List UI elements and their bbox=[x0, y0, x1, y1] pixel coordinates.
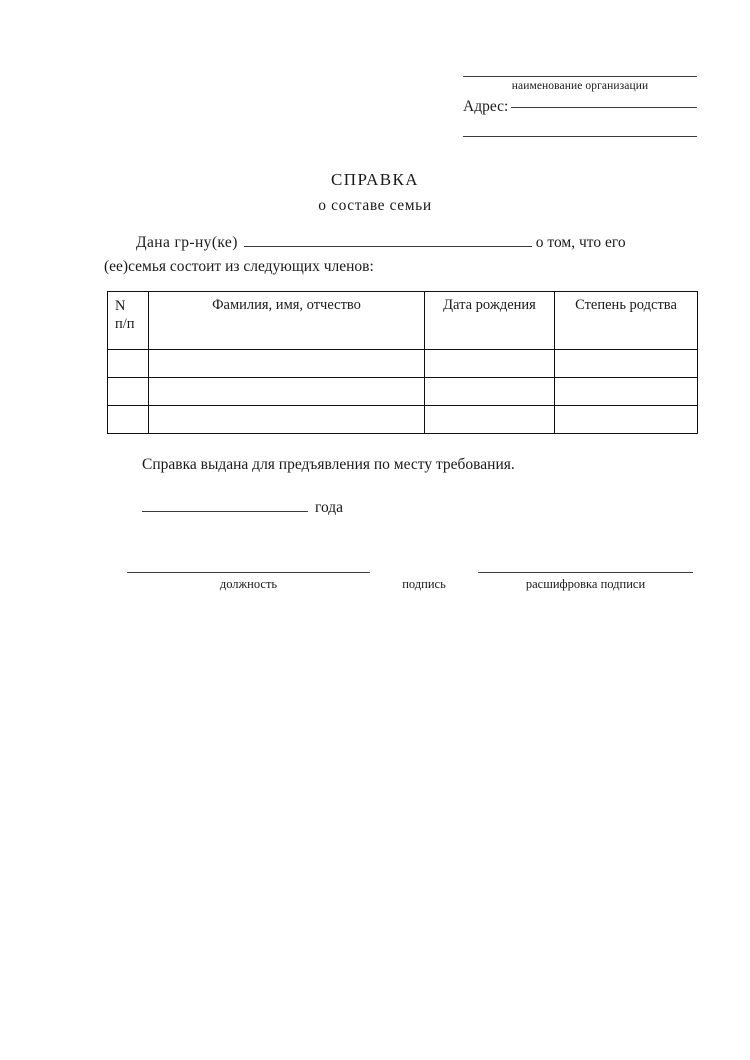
cell-relation[interactable] bbox=[555, 378, 698, 406]
page-subtitle: о составе семьи bbox=[318, 197, 432, 215]
position-caption: должность bbox=[219, 577, 278, 591]
name-blank-line[interactable] bbox=[478, 572, 693, 573]
cell-birthdate[interactable] bbox=[425, 350, 555, 378]
signature-block bbox=[0, 566, 750, 606]
signature-caption: подпись bbox=[402, 577, 446, 591]
column-header-number bbox=[108, 292, 149, 350]
cell-fullname[interactable] bbox=[149, 378, 425, 406]
date-year-label: года bbox=[315, 499, 344, 516]
cell-relation[interactable] bbox=[555, 350, 698, 378]
cell-number[interactable] bbox=[108, 378, 149, 406]
table-row bbox=[108, 378, 698, 406]
body-paragraph bbox=[104, 231, 698, 278]
column-header-number-line1: N bbox=[115, 298, 126, 314]
organization-header bbox=[463, 76, 697, 137]
date-row bbox=[142, 498, 343, 517]
cell-fullname[interactable] bbox=[149, 406, 425, 434]
recipient-name-blank[interactable] bbox=[244, 233, 532, 247]
recipient-tail-text: о том, что его bbox=[535, 234, 626, 251]
closing-statement: Справка выдана для предъявления по месту требования. bbox=[142, 456, 515, 473]
recipient-label: Дана гр-ну(ке) bbox=[136, 234, 238, 251]
family-members-table bbox=[107, 291, 698, 434]
table-header-row bbox=[108, 292, 698, 350]
column-header-relation: Степень родства bbox=[555, 292, 698, 350]
cell-relation[interactable] bbox=[555, 406, 698, 434]
name-decode-caption: расшифровка подписи bbox=[525, 577, 646, 591]
address-row bbox=[463, 98, 697, 116]
organization-name-caption: наименование организации bbox=[511, 80, 649, 92]
position-blank-line[interactable] bbox=[127, 572, 370, 573]
column-header-fullname: Фамилия, имя, отчество bbox=[149, 292, 425, 350]
cell-number[interactable] bbox=[108, 350, 149, 378]
date-blank-line[interactable] bbox=[142, 498, 308, 512]
cell-birthdate[interactable] bbox=[425, 406, 555, 434]
address-blank-line-2[interactable] bbox=[463, 136, 697, 137]
column-header-birthdate: Дата рождения bbox=[425, 292, 555, 350]
table-row bbox=[108, 350, 698, 378]
family-members-intro: (ее)семья состоит из следующих членов: bbox=[104, 257, 374, 275]
address-label: Адрес: bbox=[463, 98, 509, 116]
column-header-number-line2: п/п bbox=[115, 316, 135, 333]
table-row bbox=[108, 406, 698, 434]
cell-birthdate[interactable] bbox=[425, 378, 555, 406]
cell-number[interactable] bbox=[108, 406, 149, 434]
document-title-block bbox=[0, 170, 750, 215]
page-title: СПРАВКА bbox=[331, 170, 419, 189]
address-blank-line-1[interactable] bbox=[511, 107, 697, 108]
cell-fullname[interactable] bbox=[149, 350, 425, 378]
